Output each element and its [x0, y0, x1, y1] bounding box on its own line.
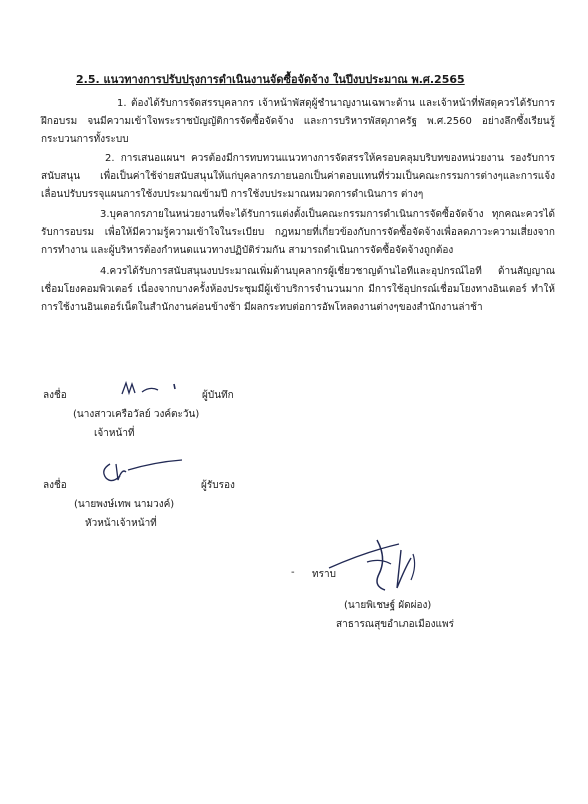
acknowledge-label: ทราบ: [312, 569, 336, 580]
signatory-name: (นางสาวเครือวัลย์ วงค์ตะวัน): [73, 409, 200, 420]
paragraph-2: 2. การเสนอแผนฯ ควรต้องมีการทบทวนแนวทางการจัดสรรให้ครอบคลุมบริบทของหน่วยงาน รองรับการสนับสนุน เพื่อเป็นค่าใช้จ่ายสนับสนุนให้แก่บุคลากรภายนอกเป็นค่าตอบแทนที่ร่วมเป็นคณะกรรมการต่างๆและการแจ้งเลื่อนปรับบรรจุแผนการใช้งบประมาณข้ามปี การใช้งบประมาณหมวดการดำเนินการ ต่างๆ: [41, 153, 555, 200]
signatory-name: (นายพงษ์เทพ นามวงค์): [74, 499, 175, 510]
signatory-position: หัวหน้าเจ้าหน้าที่: [85, 518, 157, 529]
signature-role: ผู้รับรอง: [201, 480, 235, 491]
handwritten-signature: [118, 380, 188, 400]
signature-prefix: ลงชื่อ: [43, 390, 67, 401]
section-heading: 2.5. แนวทางการปรับปรุงการดำเนินงานจัดซื้อจัดจ้าง ในปีงบประมาณ พ.ศ.2565: [76, 73, 465, 86]
paragraph-3: 3.บุคลากรภายในหน่วยงานที่จะได้รับการแต่งตั้งเป็นคณะกรรมการดำเนินการจัดซื้อจัดจ้าง ทุกคณะควรได้รับการอบรม เพื่อให้มีความรู้ความเข้าใจในระเบียบ กฎหมายที่เกี่ยวข้องกับการจัดซื้อจัดจ้างเพื่อลดภาวะความเสี่ยงจากการทำงาน และผู้บริหารต้องกำหนดแนวทางปฏิบัติร่วมกัน สามารถดำเนินการจัดซื้อจัดจ้างถูกต้อง: [41, 209, 555, 256]
signature-role: ผู้บันทึก: [202, 390, 234, 401]
handwritten-signature: [325, 528, 445, 598]
signatory-position: สาธารณสุขอำเภอเมืองแพร่: [336, 619, 454, 630]
signatory-position: เจ้าหน้าที่: [94, 428, 135, 439]
paragraph-1: 1. ต้องได้รับการจัดสรรบุคลากร เจ้าหน้าพัสดุผู้ชำนาญงานเฉพาะด้าน และเจ้าหน้าที่พัสดุควรได้รับการฝึกอบรม จนมีความเข้าใจพระราชบัญญัติการจัดซื้อจัดจ้าง และการบริหารพัสดุภาครัฐ พ.ศ.2560 อย่างลึกซึ้งเรียนรู้กระบวนการทั้งระบบ: [41, 98, 555, 145]
paragraph-4: 4.ควรได้รับการสนับสนุนงบประมาณเพิ่มด้านบุคลากรผู้เชี่ยวชาญด้านไอทีและอุปกรณ์ไอที ด้านสัญญาณเชื่อมโยงคอมพิวเตอร์ เนื่องจากบางครั้งห้องประชุมมีผู้เข้าบริการจำนวนมาก มีการใช้อุปกรณ์เชื่อมโยงทางอินเตอร์ ทำให้การใช้งานอินเตอร์เน็ตในสำนักงานค่อนข้างช้า มีผลกระทบต่อการอัพโหลดงานต่างๆของสำนักงานล่าช้า: [41, 266, 555, 313]
handwritten-signature: [100, 458, 190, 488]
signature-prefix: ลงชื่อ: [43, 480, 67, 491]
signatory-name: (นายพิเชษฐ์ ผัดผ่อง): [344, 600, 432, 611]
acknowledge-prefix: -: [291, 567, 295, 578]
